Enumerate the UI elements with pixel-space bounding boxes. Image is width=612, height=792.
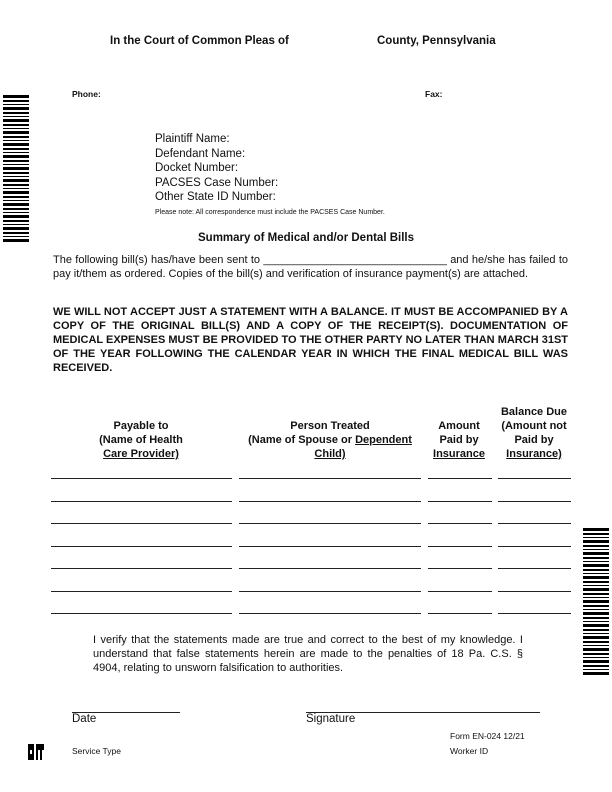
col-balance-due-header bbox=[496, 405, 572, 461]
table-cell-line[interactable] bbox=[239, 568, 421, 569]
col3-line3: Insurance bbox=[433, 448, 485, 460]
table-cell-line[interactable] bbox=[498, 546, 571, 547]
defendant-name-label: Defendant Name: bbox=[155, 147, 246, 160]
intro-paragraph bbox=[53, 253, 568, 281]
col2-line3: Child) bbox=[314, 448, 346, 460]
form-id: Form EN-024 12/21 bbox=[450, 731, 525, 741]
table-cell-line[interactable] bbox=[428, 591, 492, 592]
col4-line3: Paid by bbox=[514, 434, 554, 446]
plaintiff-name-label: Plaintiff Name: bbox=[155, 133, 230, 145]
table-cell-line[interactable] bbox=[239, 523, 421, 524]
case-fields bbox=[155, 132, 278, 205]
table-cell-line[interactable] bbox=[498, 478, 571, 479]
county-label: County, Pennsylvania bbox=[377, 35, 496, 47]
table-cell-line[interactable] bbox=[239, 478, 421, 479]
worker-id-label: Worker ID bbox=[450, 746, 489, 756]
qr-code-icon bbox=[28, 744, 44, 760]
docket-number-label: Docket Number: bbox=[155, 162, 239, 174]
col4-line2: (Amount not bbox=[501, 420, 567, 432]
pacses-note: Please note: All correspondence must include the PACSES Case Number. bbox=[155, 209, 385, 216]
col2-line2a: (Name of Spouse or bbox=[248, 434, 356, 446]
phone-label: Phone: bbox=[72, 89, 101, 99]
col1-line2: (Name of Health bbox=[99, 434, 183, 446]
date-label: Date bbox=[72, 713, 97, 725]
col3-line2: Paid by bbox=[439, 434, 479, 446]
pacses-case-number-label: PACSES Case Number: bbox=[155, 176, 279, 189]
right-barcode bbox=[583, 528, 609, 678]
table-cell-line[interactable] bbox=[498, 523, 571, 524]
col3-line1: Amount bbox=[438, 420, 480, 432]
table-cell-line[interactable] bbox=[498, 613, 571, 614]
warning-paragraph: WE WILL NOT ACCEPT JUST A STATEMENT WITH A BALANCE. IT MUST BE ACCOMPANIED BY A COPY OF THE ORIGINAL BILL(S) AND A COPY OF THE RECEIPT(S). DOCUMENTATION OF MEDICAL EXPENSES MUST BE PROVIDED TO THE OTHER PARTY NO LATER THAN MARCH 31ST OF THE YEAR FOLLOWING THE CALENDAR YEAR IN WHICH THE FINAL MEDICAL BILL WAS RECEIVED. bbox=[53, 306, 568, 374]
col4-line1: Balance Due bbox=[500, 406, 568, 418]
left-barcode bbox=[3, 95, 29, 245]
table-cell-line[interactable] bbox=[51, 523, 232, 524]
intro-text-part1: The following bill(s) has/have been sent to bbox=[53, 254, 260, 266]
col-payable-to-header bbox=[50, 419, 232, 461]
intro-text-part2: and he/she has failed to pay it/them as ordered. Copies of the bill(s) and verification of insurance payment(s) are attached. bbox=[53, 254, 569, 280]
col-amount-paid-header bbox=[427, 419, 491, 461]
table-cell-line[interactable] bbox=[51, 501, 232, 502]
service-type-label: Service Type bbox=[72, 746, 121, 756]
col-person-treated-header bbox=[238, 419, 422, 461]
verification-statement: I verify that the statements made are true and correct to the best of my knowledge. I understand that false statements herein are made to the penalties of 18 Pa. C.S. § 4904, relating to unsworn falsification to authorities. bbox=[93, 634, 523, 674]
other-state-id-label: Other State ID Number: bbox=[155, 191, 276, 203]
col2-line1: Person Treated bbox=[290, 420, 370, 432]
col4-line4: Insurance) bbox=[506, 448, 562, 460]
table-cell-line[interactable] bbox=[498, 591, 571, 592]
table-cell-line[interactable] bbox=[428, 568, 492, 569]
table-cell-line[interactable] bbox=[51, 478, 232, 479]
table-cell-line[interactable] bbox=[51, 591, 232, 592]
signature-label: Signature bbox=[306, 713, 356, 725]
table-cell-line[interactable] bbox=[239, 613, 421, 614]
table-cell-line[interactable] bbox=[428, 546, 492, 547]
table-cell-line[interactable] bbox=[51, 546, 232, 547]
fax-label: Fax: bbox=[425, 89, 443, 99]
form-title: Summary of Medical and/or Dental Bills bbox=[198, 232, 414, 244]
court-name-label: In the Court of Common Pleas of bbox=[110, 35, 289, 47]
table-cell-line[interactable] bbox=[428, 523, 492, 524]
col1-line1: Payable to bbox=[113, 420, 169, 432]
table-cell-line[interactable] bbox=[428, 501, 492, 502]
table-cell-line[interactable] bbox=[428, 478, 492, 479]
col2-line2b: Dependent bbox=[355, 434, 412, 446]
table-cell-line[interactable] bbox=[51, 568, 232, 569]
col1-line3: Care Provider) bbox=[103, 448, 179, 460]
table-cell-line[interactable] bbox=[239, 501, 421, 502]
table-cell-line[interactable] bbox=[428, 613, 492, 614]
table-cell-line[interactable] bbox=[51, 613, 232, 614]
recipient-blank: ______________________________ bbox=[263, 254, 447, 266]
table-cell-line[interactable] bbox=[498, 501, 571, 502]
table-cell-line[interactable] bbox=[498, 568, 571, 569]
table-cell-line[interactable] bbox=[239, 546, 421, 547]
table-cell-line[interactable] bbox=[239, 591, 421, 592]
